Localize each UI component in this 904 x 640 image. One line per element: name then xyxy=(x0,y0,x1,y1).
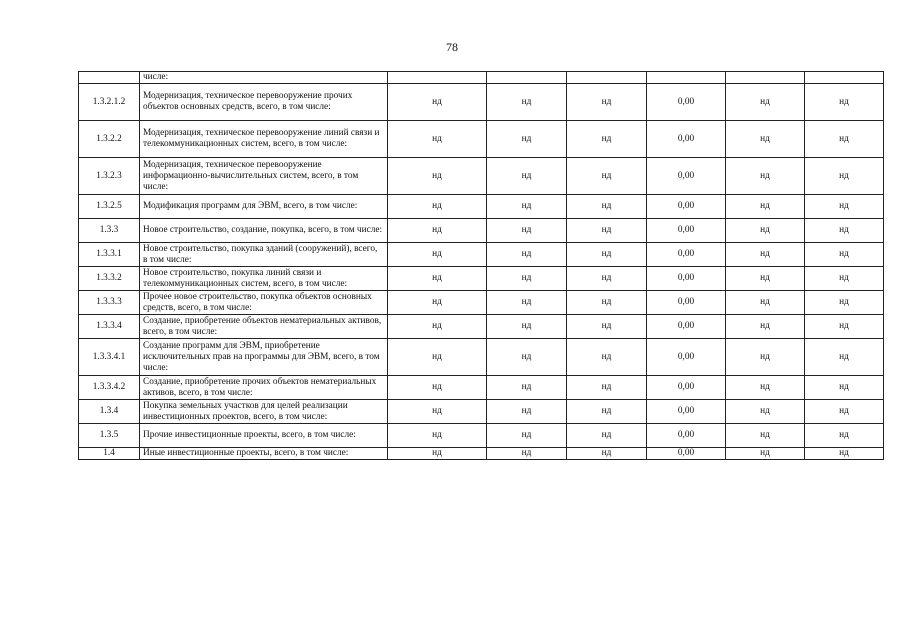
row-name: Прочие инвестиционные проекты, всего, в том числе: xyxy=(140,424,388,448)
row-value: нд xyxy=(487,376,567,400)
row-value xyxy=(388,72,487,84)
table-row xyxy=(79,315,884,339)
row-code: 1.3.3.4.1 xyxy=(79,339,140,376)
row-value xyxy=(726,72,805,84)
row-value: нд xyxy=(487,291,567,315)
row-value: нд xyxy=(388,400,487,424)
row-value: нд xyxy=(388,339,487,376)
row-value: нд xyxy=(567,219,647,243)
row-value: нд xyxy=(726,243,805,267)
row-value: нд xyxy=(726,448,805,460)
row-code: 1.3.2.5 xyxy=(79,195,140,219)
row-value: нд xyxy=(567,376,647,400)
row-value: нд xyxy=(487,121,567,158)
row-name: Создание, приобретение объектов нематериальных активов, всего, в том числе: xyxy=(140,315,388,339)
row-name: Новое строительство, создание, покупка, всего, в том числе: xyxy=(140,219,388,243)
row-value xyxy=(647,72,726,84)
row-code: 1.3.4 xyxy=(79,400,140,424)
row-value: нд xyxy=(567,424,647,448)
row-value: 0,00 xyxy=(647,121,726,158)
table-row xyxy=(79,400,884,424)
row-value: нд xyxy=(726,121,805,158)
row-value: 0,00 xyxy=(647,195,726,219)
row-value: нд xyxy=(567,195,647,219)
row-name: Модернизация, техническое перевооружение информационно-вычислительных систем, всего, в том числе: xyxy=(140,158,388,195)
row-value: нд xyxy=(726,219,805,243)
row-name: Модификация программ для ЭВМ, всего, в том числе: xyxy=(140,195,388,219)
row-value: нд xyxy=(388,195,487,219)
row-value: 0,00 xyxy=(647,219,726,243)
table-row xyxy=(79,424,884,448)
row-value: 0,00 xyxy=(647,339,726,376)
row-value: нд xyxy=(388,121,487,158)
row-value: нд xyxy=(388,158,487,195)
row-code: 1.3.3 xyxy=(79,219,140,243)
row-value: нд xyxy=(805,315,884,339)
row-name: Модернизация, техническое перевооружение прочих объектов основных средств, всего, в том числе: xyxy=(140,84,388,121)
row-code: 1.3.2.3 xyxy=(79,158,140,195)
row-value: нд xyxy=(487,158,567,195)
row-name: Покупка земельных участков для целей реализации инвестиционных проектов, всего, в том числе: xyxy=(140,400,388,424)
row-value: нд xyxy=(388,84,487,121)
row-value: 0,00 xyxy=(647,291,726,315)
row-value: нд xyxy=(388,424,487,448)
row-value: нд xyxy=(567,84,647,121)
row-code: 1.3.3.1 xyxy=(79,243,140,267)
row-value: нд xyxy=(805,243,884,267)
row-value: нд xyxy=(487,448,567,460)
row-name: Иные инвестиционные проекты, всего, в том числе: xyxy=(140,448,388,460)
row-value: нд xyxy=(487,243,567,267)
table-row xyxy=(79,121,884,158)
row-value: нд xyxy=(487,339,567,376)
row-value: нд xyxy=(726,158,805,195)
row-value: нд xyxy=(388,291,487,315)
row-value: нд xyxy=(805,219,884,243)
row-value xyxy=(487,72,567,84)
row-value: нд xyxy=(388,376,487,400)
table-row xyxy=(79,267,884,291)
row-value: нд xyxy=(487,315,567,339)
investment-table xyxy=(78,71,884,460)
row-value xyxy=(805,72,884,84)
row-value: нд xyxy=(567,243,647,267)
row-value: нд xyxy=(726,376,805,400)
row-value: нд xyxy=(726,339,805,376)
row-code: 1.3.2.2 xyxy=(79,121,140,158)
row-value: нд xyxy=(726,195,805,219)
row-code: 1.3.3.4 xyxy=(79,315,140,339)
table-row xyxy=(79,158,884,195)
row-value: нд xyxy=(805,424,884,448)
row-value: нд xyxy=(805,195,884,219)
row-code: 1.3.3.2 xyxy=(79,267,140,291)
row-name: Прочее новое строительство, покупка объектов основных средств, всего, в том числе: xyxy=(140,291,388,315)
row-code: 1.3.3.3 xyxy=(79,291,140,315)
row-value: 0,00 xyxy=(647,400,726,424)
table-row xyxy=(79,291,884,315)
row-name: числе: xyxy=(140,72,388,84)
row-value: нд xyxy=(567,339,647,376)
row-value: нд xyxy=(805,400,884,424)
row-value: нд xyxy=(805,339,884,376)
row-value: нд xyxy=(567,291,647,315)
page-number: 78 xyxy=(446,40,458,54)
row-value: нд xyxy=(805,121,884,158)
table-row xyxy=(79,195,884,219)
row-name: Создание, приобретение прочих объектов нематериальных активов, всего, в том числе: xyxy=(140,376,388,400)
table-row xyxy=(79,84,884,121)
row-value: нд xyxy=(805,84,884,121)
row-value: нд xyxy=(487,267,567,291)
row-value: 0,00 xyxy=(647,448,726,460)
row-value: 0,00 xyxy=(647,315,726,339)
row-value: 0,00 xyxy=(647,243,726,267)
row-value: нд xyxy=(805,267,884,291)
row-value: нд xyxy=(567,121,647,158)
row-value: 0,00 xyxy=(647,84,726,121)
row-code xyxy=(79,72,140,84)
row-value: нд xyxy=(567,400,647,424)
table-row xyxy=(79,219,884,243)
row-value: нд xyxy=(487,84,567,121)
row-value: нд xyxy=(567,158,647,195)
row-value: нд xyxy=(388,448,487,460)
row-value: нд xyxy=(805,376,884,400)
row-value: нд xyxy=(388,219,487,243)
row-value: нд xyxy=(726,267,805,291)
row-value: 0,00 xyxy=(647,376,726,400)
row-value: нд xyxy=(388,315,487,339)
row-code: 1.3.2.1.2 xyxy=(79,84,140,121)
row-value: нд xyxy=(726,400,805,424)
table-row xyxy=(79,339,884,376)
row-name: Модернизация, техническое перевооружение линий связи и телекоммуникационных систем, всего, в том числе: xyxy=(140,121,388,158)
row-value: нд xyxy=(388,243,487,267)
row-value: нд xyxy=(487,219,567,243)
row-code: 1.3.3.4.2 xyxy=(79,376,140,400)
row-value: нд xyxy=(388,267,487,291)
row-value: 0,00 xyxy=(647,158,726,195)
row-value: нд xyxy=(487,195,567,219)
row-value: нд xyxy=(726,315,805,339)
row-value: нд xyxy=(567,267,647,291)
table-row xyxy=(79,448,884,460)
row-code: 1.3.5 xyxy=(79,424,140,448)
row-value: нд xyxy=(726,84,805,121)
row-name: Создание программ для ЭВМ, приобретение исключительных прав на программы для ЭВМ, всего, в том числе: xyxy=(140,339,388,376)
row-value: нд xyxy=(805,158,884,195)
row-value: нд xyxy=(726,424,805,448)
row-value: 0,00 xyxy=(647,267,726,291)
row-value: нд xyxy=(487,400,567,424)
table-row xyxy=(79,376,884,400)
row-value: нд xyxy=(567,315,647,339)
table-row xyxy=(79,72,884,84)
row-name: Новое строительство, покупка линий связи и телекоммуникационных систем, всего, в том числе: xyxy=(140,267,388,291)
row-value: нд xyxy=(567,448,647,460)
row-value xyxy=(567,72,647,84)
table-row xyxy=(79,243,884,267)
row-value: 0,00 xyxy=(647,424,726,448)
row-value: нд xyxy=(805,448,884,460)
row-value: нд xyxy=(805,291,884,315)
row-value: нд xyxy=(726,291,805,315)
row-value: нд xyxy=(487,424,567,448)
row-name: Новое строительство, покупка зданий (сооружений), всего, в том числе: xyxy=(140,243,388,267)
row-code: 1.4 xyxy=(79,448,140,460)
